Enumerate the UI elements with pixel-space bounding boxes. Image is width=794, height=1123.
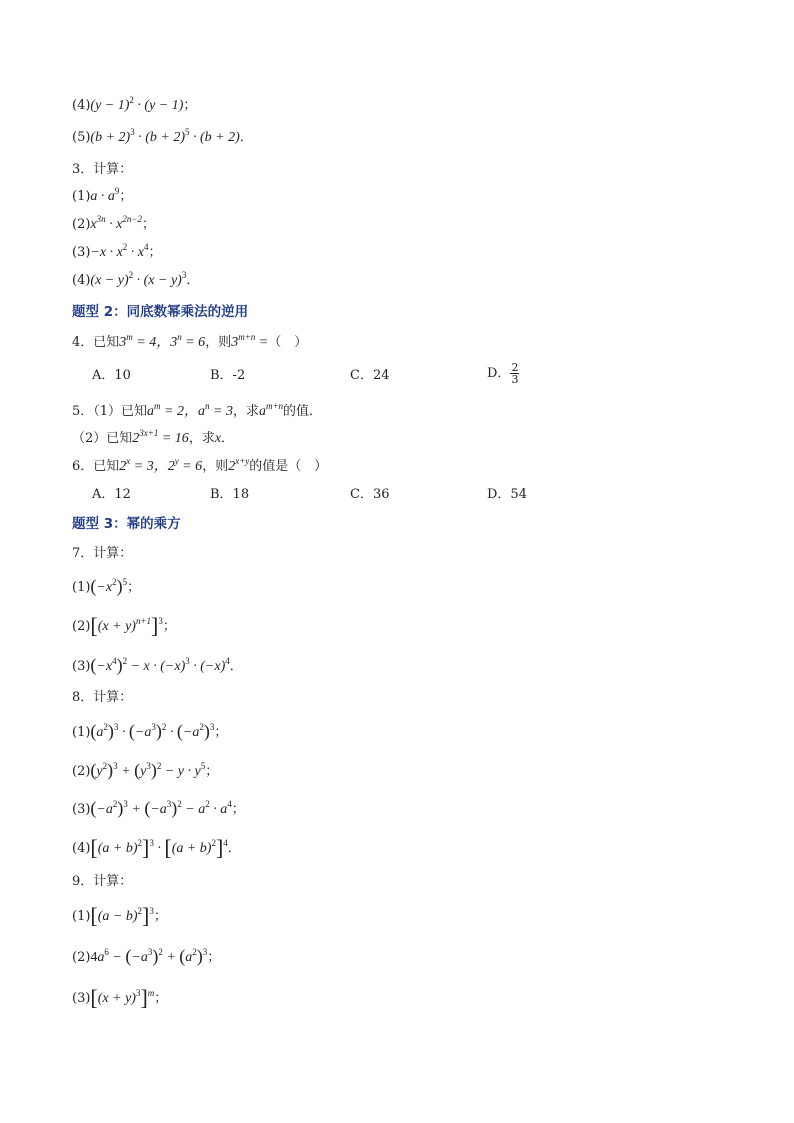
question-8-part-4: $(4)[(a + b)^2]^3 \cdot [(a + b)^2]^4$．	[72, 835, 241, 860]
question-7-part-1: $(1)(-x^2)^5$；	[72, 576, 141, 596]
question-6-option-b[interactable]: B．18	[210, 487, 250, 502]
question-9-part-3: $(3)[(x + y)^3]^m$；	[72, 985, 168, 1010]
question-4-option-d[interactable]: D． $\frac{2}{3}$	[487, 361, 519, 386]
math-expression: $[(a - b)^2]^3$	[90, 903, 154, 928]
section-heading-type-2: 题型 2：同底数幂乘法的逆用	[72, 304, 249, 320]
math-expression: $[(a + b)^2]^3 \cdot [(a + b)^2]^4$	[90, 835, 228, 860]
math-expression: $(x - y)^2 \cdot (x - y)^3$	[90, 270, 187, 288]
exercise-2-part-5: $(5)(b + 2)^3 \cdot (b + 2)^5 \cdot (b + 2)$．	[72, 127, 253, 145]
question-3-part-2: $(2)x^{3n} \cdot x^{2n-2}$；	[72, 214, 155, 232]
math-expression: $[(x + y)^{n+1}]^3$	[90, 613, 163, 638]
question-3-part-3: $(3)-x \cdot x^2 \cdot x^4$；	[72, 242, 162, 260]
math-expression: $(-x^4)^2 - x \cdot (-x)^3 \cdot (-x)^4$	[90, 655, 230, 675]
question-3-part-1: $(1)a \cdot a^9$；	[72, 186, 133, 204]
math-expression: $a^m = 2$，$a^n = 3$	[147, 401, 233, 419]
math-expression: $-x \cdot x^2 \cdot x^4$	[90, 242, 149, 260]
question-5-part-1: 5．（1）已知$a^m = 2$，$a^n = 3$，求$a^{m+n}$的值．	[72, 401, 323, 419]
math-expression: $x^{3n} \cdot x^{2n-2}$	[90, 214, 142, 232]
question-3-title: 3．计算：	[72, 162, 133, 177]
question-7-title: 7．计算：	[72, 546, 133, 561]
question-8-part-1: $(1)(a^2)^3 \cdot (-a^3)^2 \cdot (-a^2)^3$；	[72, 721, 228, 741]
section-heading-type-3: 题型 3：幂的乘方	[72, 516, 181, 532]
question-4-option-c[interactable]: C．24	[350, 368, 390, 383]
question-4-option-a[interactable]: A．10	[92, 368, 131, 383]
math-expression: $3^m = 4$，$3^n = 6$	[119, 332, 206, 350]
math-expression: $2^{3x+1} = 16$	[132, 428, 189, 446]
question-4: 4．已知$3^m = 4$，$3^n = 6$，则$3^{m+n}$ =（ ）	[72, 332, 308, 350]
math-expression: $a \cdot a^9$	[90, 186, 120, 204]
question-6-option-d[interactable]: D．54	[487, 487, 527, 502]
item-label: (5)	[72, 130, 91, 145]
exercise-2-part-4: $(4)(y - 1)^2 \cdot (y - 1)$；	[72, 95, 197, 113]
question-3-part-4: $(4)(x - y)^2 \cdot (x - y)^3$．	[72, 270, 200, 288]
question-6: 6．已知$2^x = 3$，$2^y = 6$，则$2^{x+y}$的值是（ ）	[72, 456, 328, 474]
math-expression: $2^x = 3$，$2^y = 6$	[119, 456, 203, 474]
question-5-part-2: （2）已知$2^{3x+1} = 16$，求x．	[72, 428, 235, 446]
question-9-part-1: $(1)[(a - b)^2]^3$；	[72, 903, 167, 928]
item-label: (4)	[72, 98, 91, 113]
question-6-option-c[interactable]: C．36	[350, 487, 390, 502]
question-8-part-2: $(2)(y^2)^3 + (y^3)^2 - y \cdot y^5$；	[72, 760, 219, 780]
question-8-part-3: $(3)(-a^2)^3 + (-a^3)^2 - a^2 \cdot a^4$；	[72, 798, 245, 818]
question-7-part-2: $(2)[(x + y)^{n+1}]^3$；	[72, 613, 176, 638]
question-6-option-a[interactable]: A．12	[92, 487, 131, 502]
question-9-title: 9．计算：	[72, 874, 133, 889]
math-expression: $(y^2)^3 + (y^3)^2 - y \cdot y^5$	[90, 760, 206, 780]
math-expression: $(-a^2)^3 + (-a^3)^2 - a^2 \cdot a^4$	[90, 798, 232, 818]
math-expression: $(y - 1)^2 \cdot (y - 1)$	[90, 95, 184, 113]
question-7-part-3: $(3)(-x^4)^2 - x \cdot (-x)^3 \cdot (-x)^4$．	[72, 655, 243, 675]
math-expression: $(a^2)^3 \cdot (-a^3)^2 \cdot (-a^2)^3$	[90, 721, 215, 741]
math-expression: $[(x + y)^3]^m$	[90, 985, 155, 1010]
math-expression: $2^{x+y}$	[228, 456, 250, 474]
math-expression: $(-x^2)^5$	[90, 576, 128, 596]
question-8-title: 8．计算：	[72, 690, 133, 705]
question-4-option-b[interactable]: B．-2	[210, 368, 246, 383]
question-9-part-2: $(2)4a^6 - (-a^3)^2 + (a^2)^3$；	[72, 946, 221, 966]
math-expression: $(b + 2)^3 \cdot (b + 2)^5 \cdot (b + 2)$	[90, 127, 240, 145]
math-expression: $4a^6 - (-a^3)^2 + (a^2)^3$	[90, 946, 208, 966]
math-expression: $3^{m+n}$ =	[231, 332, 269, 350]
math-expression: x	[214, 431, 222, 446]
math-expression: $a^{m+n}$	[258, 401, 284, 419]
fraction: $\frac{2}{3}$	[511, 361, 519, 386]
